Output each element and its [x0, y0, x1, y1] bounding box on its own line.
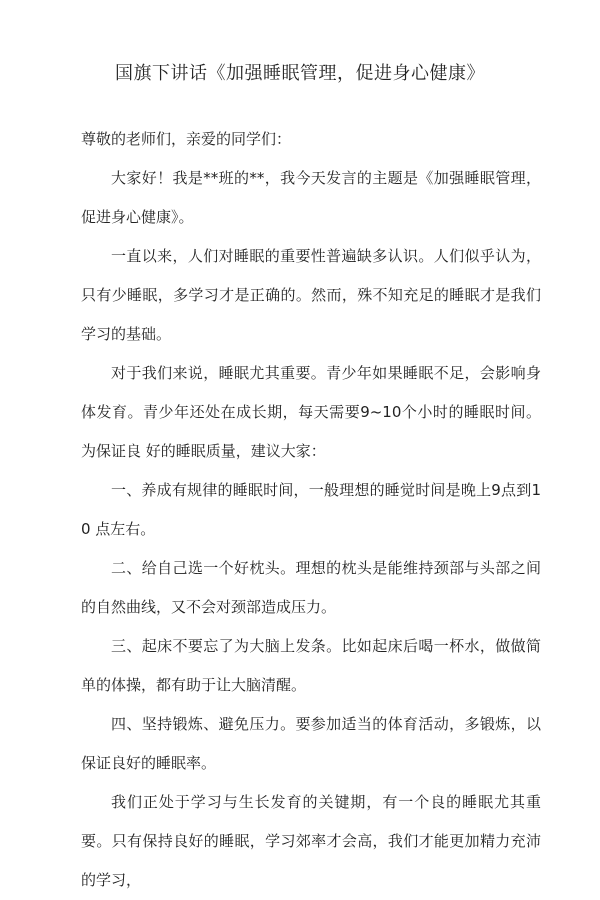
paragraph-tip-1: 一、养成有规律的睡眠时间，一般理想的睡觉时间是晚上9点到10 点左右。: [81, 481, 541, 538]
paragraph-importance: 对于我们来说，睡眠尤其重要。青少年如果睡眠不足，会影响身体发育。青少年还处在成长期，每天需要9~10个小时的睡眠时间。为保证良 好的睡眠质量，建议大家：: [81, 364, 541, 460]
salutation: 尊敬的老师们，亲爱的同学们：: [81, 130, 292, 148]
paragraph-tip-4: 四、坚持锻炼、避免压力。要参加适当的体育活动，多锻炼，以保证良好的睡眠率。: [81, 715, 541, 772]
paragraph-tip-3: 三、起床不要忘了为大脑上发条。比如起床后喝一杯水，做做简单的体操，都有助于让大脑清醒。: [81, 637, 541, 694]
paragraph-intro: 一直以来，人们对睡眠的重要性普遍缺多认识。人们似乎认为，只有少睡眠，多学习才是正确的。然而，殊不知充足的睡眠才是我们学习的基础。: [81, 247, 541, 343]
paragraph-conclusion: 我们正处于学习与生长发育的关键期，有一个良的睡眠尤其重要。只有保持良好的睡眠，学习郊率才会高，我们才能更加精力充沛的学习，: [81, 793, 541, 889]
document-body: [81, 120, 541, 900]
paragraph-greeting: 大家好！我是**班的**，我今天发言的主题是《加强睡眠管理，促进身心健康》。: [81, 169, 541, 226]
document-title: 国旗下讲话《加强睡眠管理，促进身心健康》: [115, 63, 485, 84]
paragraph-tip-2: 二、给自己选一个好枕头。理想的枕头是能维持颈部与头部之间的自然曲线，又不会对颈部造成压力。: [81, 559, 541, 616]
